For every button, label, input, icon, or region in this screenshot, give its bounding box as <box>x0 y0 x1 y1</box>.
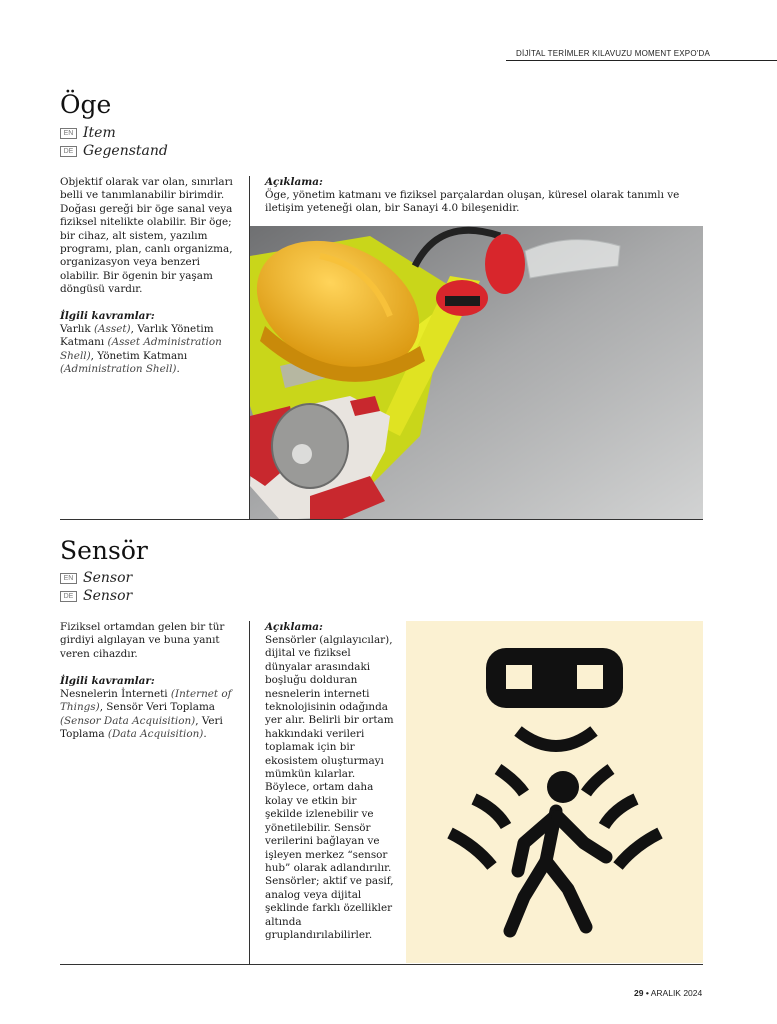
sensor-illustration <box>406 621 703 963</box>
definition-text: Objektif olarak var olan, sınırları belli ve tanımlanabilir birimdir. Doğası gereği bir öge sanal veya fiziksel nitelikte olabilir. Bir öge; bir cihaz, alt sistem, yazılım programı, plan, canlı organizma, organizasyon veya benzeri olabilir. Bir ögenin bir yaşam döngüsü vardır. <box>60 176 233 296</box>
lang-tag-de: DE <box>60 591 77 602</box>
entry-title-sensor: Sensör <box>60 536 148 565</box>
translation-en-text: Sensor <box>83 570 133 586</box>
explanation-text: Sensörler (algılayıcılar), dijital ve fiziksel dünyalar arasındaki boşluğu dolduran nesnelerin interneti teknolojisinin odağında yer alır. Belirli bir ortam hakkındaki verileri toplamak için bir ekosistem oluşturmayı mümkün kılarlar. Böylece, ortam daha kolay ve etkin bir şekilde izlenebilir ve yönetilebilir. Sensör verilerini bağlayan ve işleyen merkez “sensor hub” olarak adlandırılır. Sensörler; aktif ve pasif, analog veya dijital şeklinde farklı özellikler altında gruplandırılabilirler. <box>265 634 394 941</box>
explanation-heading: Açıklama: <box>265 621 323 633</box>
related-term: Varlık <box>60 323 91 335</box>
related-term-en: (Data Acquisition) <box>107 728 204 741</box>
translation-en <box>60 570 132 586</box>
header-rule <box>506 60 777 61</box>
related-heading: İlgili kavramlar: <box>60 675 155 687</box>
page-number: 29 <box>634 988 644 998</box>
related-term: Veri Toplama <box>60 714 223 741</box>
related-list: Varlık (Asset), Varlık Yönetim Katmanı (Asset Administration Shell), Yönetim Katmanı (Administration Shell). <box>60 323 222 376</box>
running-header: DİJİTAL TERİMLER KILAVUZU MOMENT EXPO'DA <box>516 49 711 58</box>
column-divider <box>249 621 250 965</box>
related-term-en: (Internet of Things) <box>60 688 232 714</box>
related-term-en: (Administration Shell) <box>60 363 177 376</box>
related-term: Sensör Veri Toplama <box>106 701 216 714</box>
related-term-en: (Asset) <box>93 323 131 335</box>
related-term: Nesnelerin İnterneti <box>60 688 168 700</box>
translation-en <box>60 125 116 141</box>
lang-tag-en: EN <box>60 128 77 139</box>
related-term: Yönetim Katmanı <box>97 349 188 362</box>
translation-de <box>60 588 132 604</box>
related-term: Varlık Yönetim Katmanı <box>60 323 214 349</box>
motion-sensor-icon <box>406 621 703 963</box>
lang-tag-de: DE <box>60 146 77 157</box>
related-term-en: (Sensor Data Acquisition) <box>60 714 196 727</box>
related-list: Nesnelerin İnterneti (Internet of Things), Sensör Veri Toplama (Sensor Data Acquisition), Veri Toplama (Data Acquisition). <box>60 688 232 741</box>
issue-date: ARALIK 2024 <box>650 988 703 998</box>
safety-equipment-photo <box>250 226 703 520</box>
translation-de <box>60 143 168 159</box>
explanation-heading: Açıklama: <box>265 176 323 188</box>
footer-bullet: • <box>645 988 649 998</box>
related-term-en: (Asset Administration Shell) <box>60 336 222 362</box>
explanation-text: Öge, yönetim katmanı ve fiziksel parçalardan oluşan, küresel olarak tanımlı ve iletişim yeteneği olan, bir Sanayi 4.0 bileşenidir. <box>265 189 680 215</box>
entry-separator <box>60 964 703 965</box>
page-footer <box>634 988 702 998</box>
related-heading: İlgili kavramlar: <box>60 310 155 322</box>
translation-en-text: Item <box>83 125 116 141</box>
lang-tag-en: EN <box>60 573 77 584</box>
definition-text: Fiziksel ortamdan gelen bir tür girdiyi algılayan ve buna yanıt veren cihazdır. <box>60 621 225 660</box>
entry-title-oge: Öge <box>60 90 112 119</box>
entry-separator <box>60 519 703 520</box>
translation-de-text: Gegenstand <box>83 143 168 159</box>
translation-de-text: Sensor <box>83 588 133 604</box>
